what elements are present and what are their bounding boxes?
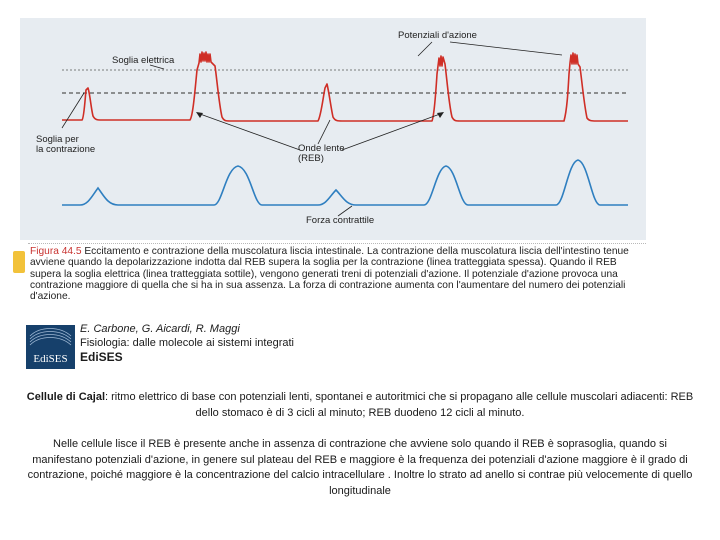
book-info: [80, 336, 294, 350]
caption-marker-icon: [13, 251, 25, 273]
publisher-brand: EdiSES: [80, 350, 123, 364]
description-text-1: : ritmo elettrico di base con potenziali lenti, spontanei e autoritmici che si propagano alle cellule muscolari adiacenti: REB dello stomaco è di 3 cicli al minuto; REB duodeno 12 cicli al minuto.: [105, 391, 694, 419]
description-paragraph-2: Nelle cellule lisce il REB è presente anche in assenza di contrazione che avviene solo quando il REB è soprasoglia, quando si manifestano potenziali d'azione, in genere sul plateau del REB e maggiore è la frequenza dei potenziali d'azione maggiore è il grado di contrazione, poiché maggiore è la concentrazione del calcio intracellulare . Inoltre lo strato ad anello si contrae più velocemente di quello longitudinale: [27, 438, 693, 497]
authors: E. Carbone, G. Aicardi, R. Maggi: [80, 323, 240, 335]
slow-wave-pointer-mid: [318, 120, 330, 144]
figure-number: Figura 44.5: [30, 246, 82, 257]
caption-body: La contrazione della muscolatura liscia dell'intestino tenue avviene quando la depolarizzazione indotta dal REB supera la soglia per la contrazione (linea tratteggiata spessa). Quando il REB supera la soglia elettrica (linea tratteggiata sottile), vengono generati treni di potenziali d'azione. Il potenziale d'azione provoca una contrazione maggiore di quella che si ha in sua assenza. La forza di contrazione aumenta con l'aumentare del numero dei potenziali d'azione.: [30, 246, 629, 303]
contraction-threshold-label: [36, 134, 95, 155]
electrical-threshold-label: Soglia elettrica: [112, 55, 175, 66]
logo-text: EdiSES: [33, 353, 68, 365]
action-potentials-pointer-right: [450, 42, 562, 55]
contractile-force-label: Forza contrattile: [306, 215, 375, 226]
label-line: (REB): [298, 153, 324, 164]
figure-title: Eccitamento e contrazione della muscolatura liscia intestinale.: [84, 246, 365, 257]
slow-wave-pointer-left: [200, 114, 300, 150]
force-trace: [62, 160, 628, 205]
figure-diagram: [0, 0, 720, 245]
action-potentials-label: Potenziali d'azione: [398, 30, 477, 41]
slow-waves-label: [298, 143, 344, 164]
figure-caption: [30, 246, 650, 302]
description-paragraph-1: [22, 390, 698, 421]
label-line: la contrazione: [36, 144, 96, 155]
publisher-info: [80, 322, 294, 364]
separator: [28, 243, 646, 244]
book-prefix: Fisiologia:: [80, 337, 130, 349]
label-line: Onde lente: [298, 143, 345, 154]
book-title: dalle molecole ai sistemi integrati: [132, 337, 295, 349]
edises-logo: [26, 325, 75, 369]
label-line: Soglia per: [36, 134, 79, 145]
action-potentials-pointer-left: [418, 42, 432, 56]
cajal-term: Cellule di Cajal: [26, 391, 106, 403]
slow-wave-pointer-right: [342, 114, 440, 150]
contraction-threshold-pointer: [62, 93, 84, 128]
